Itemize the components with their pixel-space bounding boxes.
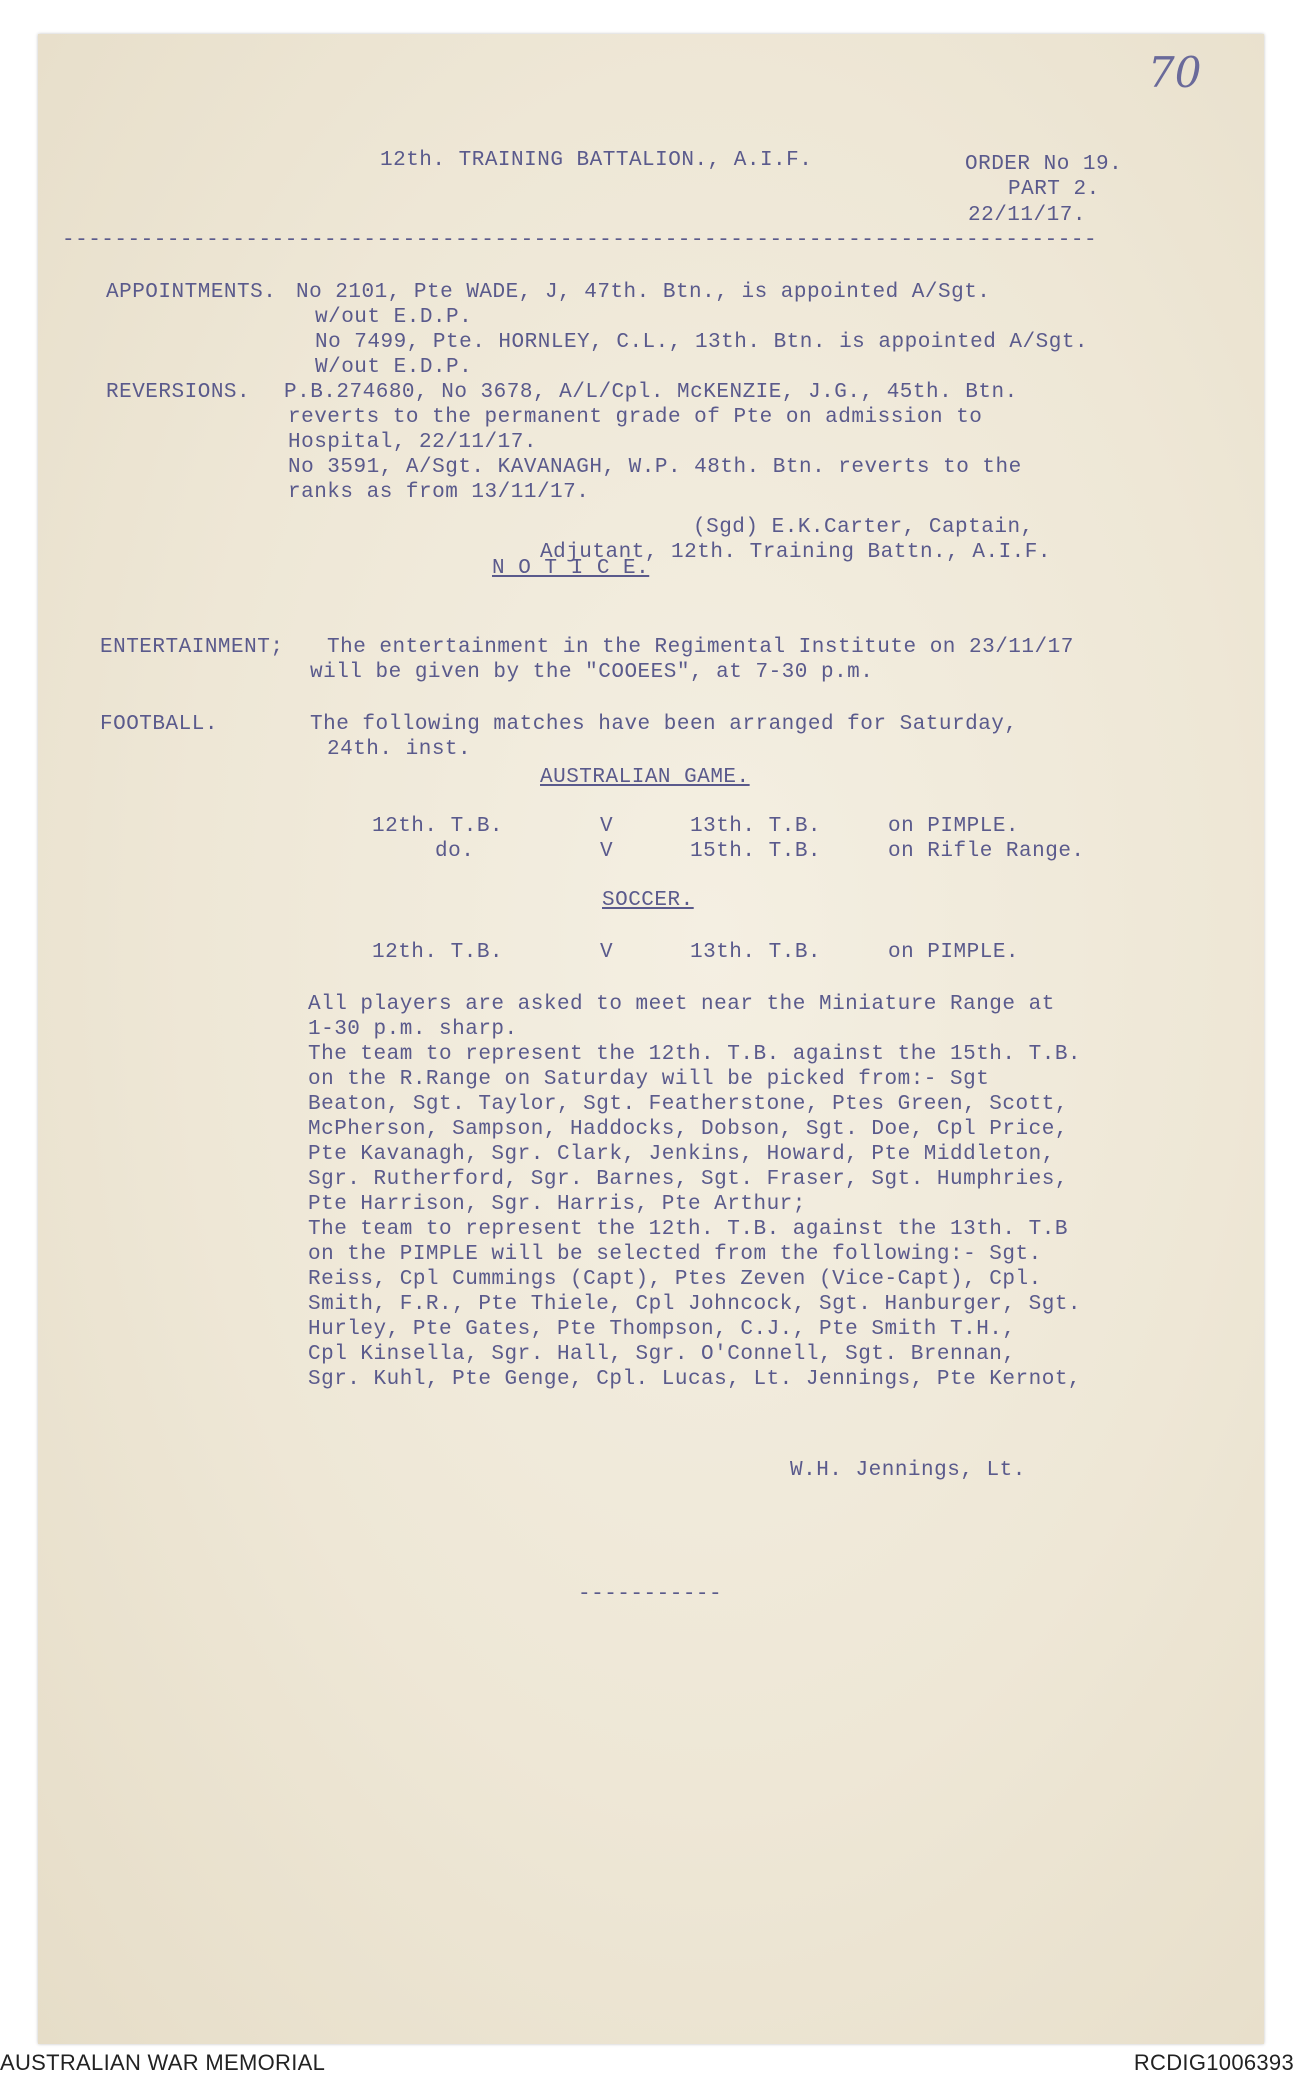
football-paragraph-line: Pte Harrison, Sgr. Harris, Pte Arthur;: [308, 1193, 806, 1216]
divider-top: -------------------------------------------------------------------------------: [62, 229, 1098, 252]
match-vs: V: [600, 815, 614, 838]
reversions-line: No 3591, A/Sgt. KAVANAGH, W.P. 48th. Btn. reverts to the: [288, 456, 1022, 479]
match-team: do.: [435, 840, 475, 863]
australian-game-heading: AUSTRALIAN GAME.: [540, 766, 750, 789]
match-venue: on Rifle Range.: [888, 840, 1085, 863]
match-opponent: 13th. T.B.: [690, 941, 822, 964]
appointments-line: W/out E.D.P.: [315, 356, 473, 379]
football-line: The following matches have been arranged for Saturday,: [310, 713, 1018, 736]
divider-bottom: -----------: [578, 1583, 723, 1606]
match-venue: on PIMPLE.: [888, 941, 1020, 964]
football-paragraph-line: Smith, F.R., Pte Thiele, Cpl Johncock, Sgt. Hanburger, Sgt.: [308, 1293, 1082, 1316]
order-part: PART 2.: [1008, 178, 1100, 201]
match-venue: on PIMPLE.: [888, 815, 1020, 838]
footer-identifier: RCDIG1006393: [1133, 2050, 1294, 2075]
football-paragraph-line: The team to represent the 12th. T.B. against the 15th. T.B.: [308, 1043, 1082, 1066]
match-vs: V: [600, 941, 614, 964]
football-paragraph-line: The team to represent the 12th. T.B. against the 13th. T.B: [308, 1218, 1068, 1241]
match-team: 12th. T.B.: [372, 941, 504, 964]
match-team: 12th. T.B.: [372, 815, 504, 838]
football-paragraph-line: Beaton, Sgt. Taylor, Sgt. Featherstone, Ptes Green, Scott,: [308, 1093, 1068, 1116]
football-paragraph-line: McPherson, Sampson, Haddocks, Dobson, Sgt. Doe, Cpl Price,: [308, 1118, 1068, 1141]
match-vs: V: [600, 840, 614, 863]
reversions-line: Hospital, 22/11/17.: [288, 431, 537, 454]
signoff: W.H. Jennings, Lt.: [790, 1459, 1026, 1482]
reversions-line: ranks as from 13/11/17.: [288, 481, 590, 504]
appointments-label: APPOINTMENTS.: [106, 281, 277, 304]
entertainment-line: The entertainment in the Regimental Institute on 23/11/17: [327, 636, 1074, 659]
notice-heading: N O T I C E.: [492, 557, 650, 580]
entertainment-label: ENTERTAINMENT;: [100, 636, 284, 659]
football-paragraph-line: Hurley, Pte Gates, Pte Thompson, C.J., Pte Smith T.H.,: [308, 1318, 1016, 1341]
unit-heading: 12th. TRAINING BATTALION., A.I.F.: [380, 149, 813, 172]
match-opponent: 15th. T.B.: [690, 840, 822, 863]
football-line: 24th. inst.: [327, 738, 472, 761]
signature-line: Adjutant, 12th. Training Battn., A.I.F.: [540, 541, 1051, 564]
football-paragraph-line: Sgr. Rutherford, Sgr. Barnes, Sgt. Fraser, Sgt. Humphries,: [308, 1168, 1068, 1191]
football-paragraph-line: 1-30 p.m. sharp.: [308, 1018, 518, 1041]
reversions-line: reverts to the permanent grade of Pte on admission to: [288, 406, 983, 429]
soccer-heading: SOCCER.: [602, 889, 694, 912]
appointments-line: No 2101, Pte WADE, J, 47th. Btn., is appointed A/Sgt.: [296, 281, 991, 304]
appointments-line: No 7499, Pte. HORNLEY, C.L., 13th. Btn. is appointed A/Sgt.: [315, 331, 1089, 354]
football-paragraph-line: Reiss, Cpl Cummings (Capt), Ptes Zeven (Vice-Capt), Cpl.: [308, 1268, 1042, 1291]
signature-line: (Sgd) E.K.Carter, Captain,: [693, 516, 1034, 539]
football-paragraph-line: Sgr. Kuhl, Pte Genge, Cpl. Lucas, Lt. Jennings, Pte Kernot,: [308, 1368, 1082, 1391]
handwritten-page-number: 70: [1148, 48, 1202, 97]
order-date: 22/11/17.: [968, 204, 1086, 227]
match-opponent: 13th. T.B.: [690, 815, 822, 838]
football-paragraph-line: on the R.Range on Saturday will be picked from:- Sgt: [308, 1068, 990, 1091]
football-paragraph-line: on the PIMPLE will be selected from the following:- Sgt.: [308, 1243, 1042, 1266]
entertainment-line: will be given by the "COOEES", at 7-30 p.m.: [310, 661, 874, 684]
football-paragraph-line: Pte Kavanagh, Sgr. Clark, Jenkins, Howard, Pte Middleton,: [308, 1143, 1055, 1166]
football-label: FOOTBALL.: [100, 713, 218, 736]
reversions-label: REVERSIONS.: [106, 381, 251, 404]
football-paragraph-line: All players are asked to meet near the Miniature Range at: [308, 993, 1055, 1016]
order-number: ORDER No 19.: [965, 153, 1123, 176]
appointments-line: w/out E.D.P.: [315, 306, 473, 329]
footer-institution: AUSTRALIAN WAR MEMORIAL: [0, 2050, 326, 2075]
reversions-line: P.B.274680, No 3678, A/L/Cpl. McKENZIE, J.G., 45th. Btn.: [284, 381, 1018, 404]
football-paragraph-line: Cpl Kinsella, Sgr. Hall, Sgr. O'Connell, Sgt. Brennan,: [308, 1343, 1016, 1366]
